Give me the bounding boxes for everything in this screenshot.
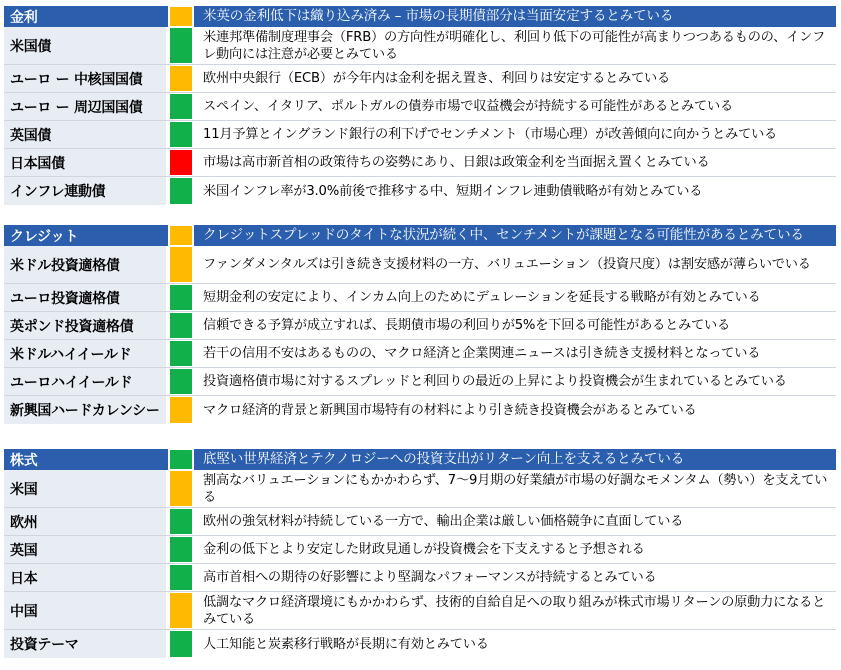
equity-header-row (4, 449, 836, 470)
signal-indicator (168, 246, 194, 283)
table-row (4, 630, 836, 658)
row-label: ユーロ投資適格債 (4, 284, 168, 311)
row-text: 信頼できる予算が成立すれば、長期債市場の利回りが5%を下回る可能性があるとみている (203, 318, 731, 333)
signal-indicator (168, 564, 194, 591)
row-text: 欧州中央銀行（ECB）が今年内は金利を据え置き、利回りは安定するとみている (203, 71, 671, 86)
row-text: スペイン、イタリア、ポルトガルの債券市場で収益機会が持続する可能性があるとみている (203, 99, 733, 114)
row-label: 欧州 (4, 508, 168, 535)
row-text: 11月予算とイングランド銀行の利下げでセンチメント（市場心理）が改善傾向に向かうとみている (203, 127, 778, 142)
signal-indicator (168, 27, 194, 64)
signal-indicator (168, 368, 194, 395)
rates-section (4, 6, 836, 205)
table-row (4, 284, 836, 312)
rates-header-signal (168, 6, 194, 27)
equity-header-signal (168, 449, 194, 470)
table-row (4, 149, 836, 177)
row-label: ユーロハイイールド (4, 368, 168, 395)
table-row (4, 470, 836, 508)
table-row (4, 27, 836, 65)
equity-section (4, 449, 836, 658)
signal-indicator (168, 508, 194, 535)
row-label: ユーロ ー 周辺国国債 (4, 93, 168, 120)
row-label: 英ポンド投資適格債 (4, 312, 168, 339)
rates-header-text: 米英の金利低下は織り込み済み – 市場の長期債部分は当面安定するとみている (203, 8, 674, 24)
row-text: 米国インフレ率が3.0%前後で推移する中、短期インフレ連動債戦略が有効とみている (203, 183, 703, 199)
signal-indicator (168, 284, 194, 311)
row-label: 日本国債 (4, 149, 168, 176)
table-row (4, 93, 836, 121)
row-label: 米国 (4, 470, 168, 507)
table-row (4, 508, 836, 536)
signal-indicator (168, 592, 194, 629)
signal-indicator (168, 93, 194, 120)
row-label: インフレ連動債 (4, 177, 168, 205)
row-label: 米ドルハイイールド (4, 340, 168, 367)
signal-indicator (168, 312, 194, 339)
table-row (4, 121, 836, 149)
table-row (4, 177, 836, 205)
row-text: 市場は高市新首相の政策待ちの姿勢にあり、日銀は政策金利を当面据え置くとみている (203, 155, 710, 170)
row-text: 高市首相への期待の好影響により堅調なパフォーマンスが持続するとみている (203, 570, 657, 585)
row-label: ユーロ ー 中核国国債 (4, 65, 168, 92)
table-row (4, 368, 836, 396)
row-label: 英国 (4, 536, 168, 563)
table-row (4, 65, 836, 93)
table-row (4, 536, 836, 564)
table-row (4, 564, 836, 592)
table-row (4, 396, 836, 424)
row-label: 投資テーマ (4, 630, 168, 658)
row-text: マクロ経済的背景と新興国市場特有の材料により引き続き投資機会があるとみている (203, 402, 697, 418)
row-label: 英国債 (4, 121, 168, 148)
row-text: 短期金利の安定により、インカム向上のためにデュレーションを延長する戦略が有効とみている (203, 290, 761, 305)
table-row (4, 312, 836, 340)
signal-indicator (168, 121, 194, 148)
signal-indicator (168, 177, 194, 205)
rates-header-label: 金利 (10, 9, 38, 26)
signal-indicator (168, 149, 194, 176)
signal-indicator (168, 536, 194, 563)
equity-header-label: 株式 (10, 452, 38, 469)
row-text: 割高なバリュエーションにもかかわらず、7～9月期の好業績が市場の好調なモメンタム（勢い）を支えている (203, 472, 828, 505)
signal-indicator (168, 340, 194, 367)
signal-indicator (168, 396, 194, 424)
row-text: 人工知能と炭素移行戦略が長期に有効とみている (203, 636, 489, 652)
credit-header-text: クレジットスプレッドのタイトな状況が続く中、センチメントが課題となる可能性があるとみている (203, 227, 804, 243)
credit-header-row (4, 225, 836, 246)
row-text: 欧州の強気材料が持続している一方で、輸出企業は厳しい価格競争に直面している (203, 514, 684, 529)
credit-header-label: クレジット (10, 228, 79, 245)
credit-section (4, 225, 836, 424)
row-label: 中国 (4, 592, 168, 629)
row-text: 金利の低下とより安定した財政見通しが投資機会を下支えすると予想される (203, 542, 645, 557)
table-row (4, 246, 836, 284)
row-text: ファンダメンタルズは引き続き支援材料の一方、バリュエーション（投資尺度）は割安感が薄らいでいる (203, 257, 811, 272)
row-text: 米連邦準備制度理事会（FRB）の方向性が明確化し、利回り低下の可能性が高まりつつあるものの、インフレ動向には注意が必要とみている (203, 29, 826, 62)
table-row (4, 592, 836, 630)
row-label: 日本 (4, 564, 168, 591)
row-text: 投資適格債市場に対するスプレッドと利回りの最近の上昇により投資機会が生まれているとみている (203, 374, 787, 389)
signal-indicator (168, 65, 194, 92)
signal-indicator (168, 630, 194, 658)
row-label: 米ドル投資適格債 (4, 246, 168, 283)
row-text: 低調なマクロ経済環境にもかかわらず、技術的自給自足への取り組みが株式市場リターンの原動力になるとみている (203, 594, 826, 627)
row-text: 若干の信用不安はあるものの、マクロ経済と企業関連ニュースは引き続き支援材料となっている (203, 346, 761, 361)
row-label: 米国債 (4, 27, 168, 64)
equity-header-text: 底堅い世界経済とテクノロジーへの投資支出がリターン向上を支えるとみている (203, 451, 685, 467)
signal-indicator (168, 470, 194, 507)
credit-header-signal (168, 225, 194, 246)
rates-header-row (4, 6, 836, 27)
row-label: 新興国ハードカレンシー (4, 396, 168, 424)
table-row (4, 340, 836, 368)
